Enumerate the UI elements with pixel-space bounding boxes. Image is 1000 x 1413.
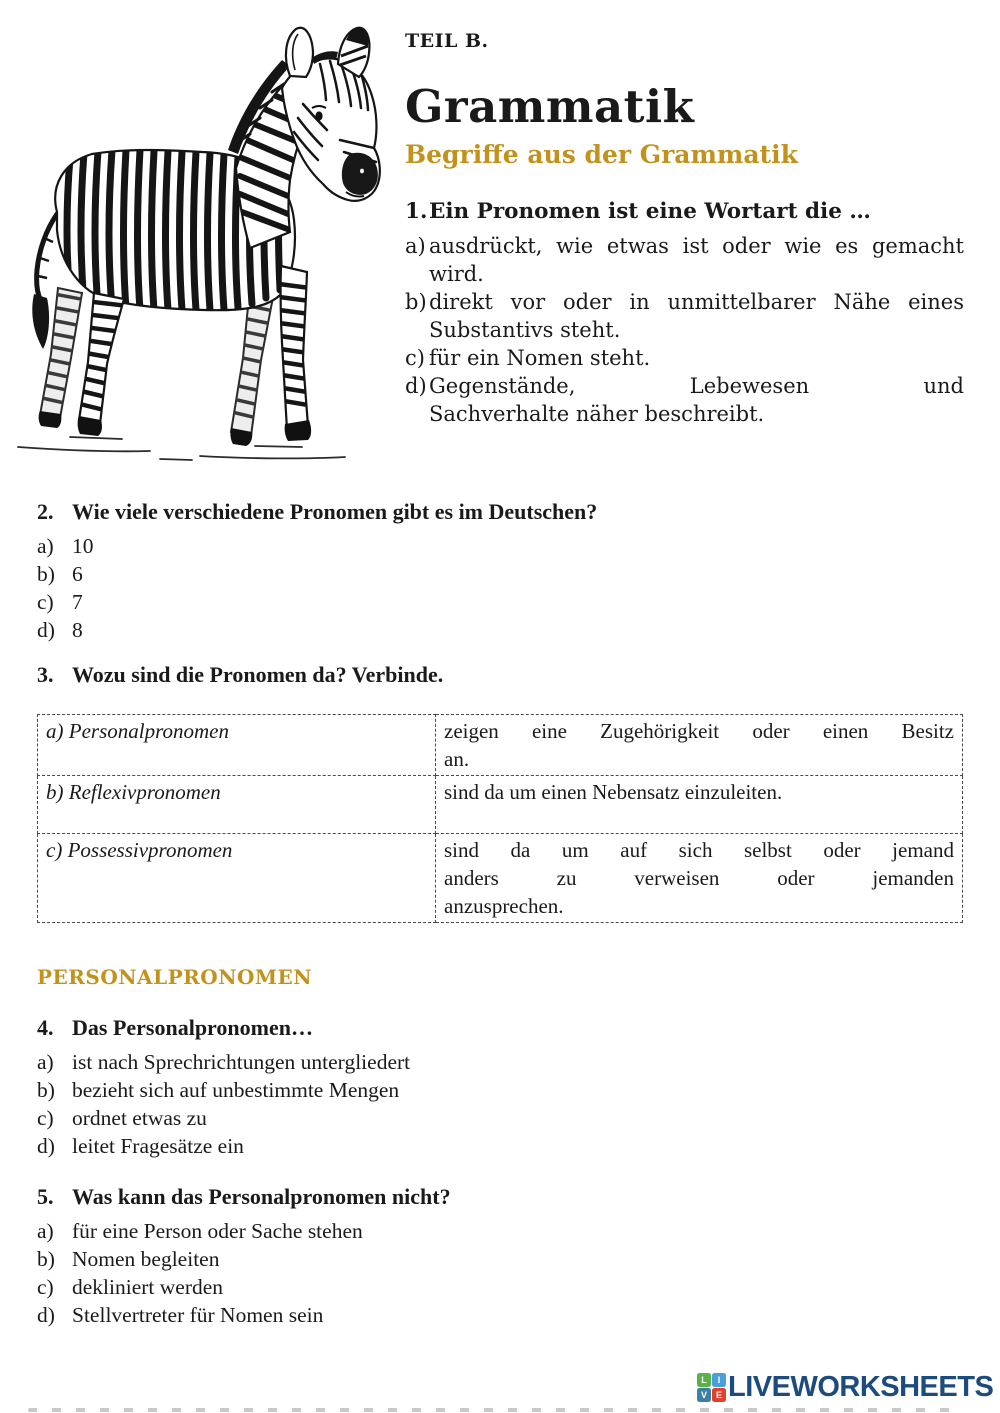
option-text: bezieht sich auf unbestimmte Mengen bbox=[72, 1078, 400, 1102]
question-text: Was kann das Personalpronomen nicht? bbox=[72, 1184, 451, 1209]
option-text: 6 bbox=[72, 562, 83, 586]
question-4 bbox=[37, 1014, 967, 1160]
question-5-heading bbox=[37, 1183, 967, 1211]
question-1 bbox=[405, 198, 964, 428]
section-heading: PERSONALPRONOMEN bbox=[37, 965, 313, 989]
option-b[interactable] bbox=[37, 1245, 967, 1273]
matching-table bbox=[37, 714, 963, 923]
option-letter: c) bbox=[37, 1275, 54, 1299]
cell-text-line: anders zu verweisen oder jemanden bbox=[444, 866, 954, 890]
option-letter: d) bbox=[37, 618, 55, 642]
cut-off-text-strip bbox=[28, 1408, 960, 1412]
option-text-line: Substantivs steht. bbox=[429, 318, 621, 342]
option-letter: a) bbox=[37, 1219, 54, 1243]
option-d[interactable] bbox=[37, 1132, 967, 1160]
table-cell-right[interactable] bbox=[436, 776, 963, 834]
question-3-heading bbox=[37, 661, 967, 689]
question-text: Ein Pronomen ist eine Wortart die … bbox=[429, 199, 871, 224]
question-2-heading bbox=[37, 498, 967, 526]
question-number: 5. bbox=[37, 1184, 54, 1209]
option-letter: b) bbox=[37, 1247, 55, 1271]
option-c[interactable] bbox=[37, 1273, 967, 1301]
question-2-options bbox=[37, 532, 967, 644]
option-letter: b) bbox=[405, 290, 427, 314]
option-b[interactable] bbox=[405, 288, 964, 344]
question-2 bbox=[37, 498, 967, 644]
option-text: dekliniert werden bbox=[72, 1275, 224, 1299]
option-text bbox=[429, 344, 964, 372]
table-row bbox=[38, 776, 963, 834]
page-subtitle: Begriffe aus der Grammatik bbox=[405, 140, 798, 169]
option-text-line: wird. bbox=[429, 262, 484, 286]
option-letter: a) bbox=[37, 1050, 54, 1074]
question-1-heading bbox=[405, 198, 964, 226]
zebra-illustration bbox=[0, 0, 400, 470]
cell-text-line: sind da um einen Nebensatz einzuleiten. bbox=[444, 780, 783, 804]
option-letter: a) bbox=[37, 534, 54, 558]
question-3-heading-block bbox=[37, 661, 967, 689]
question-text: Das Personalpronomen… bbox=[72, 1015, 313, 1040]
option-c[interactable] bbox=[405, 344, 964, 372]
logo-square-i: I bbox=[712, 1373, 726, 1387]
option-text: Nomen begleiten bbox=[72, 1247, 220, 1271]
cell-text-line: an. bbox=[444, 747, 470, 771]
option-text: 7 bbox=[72, 590, 83, 614]
option-d[interactable] bbox=[405, 372, 964, 428]
option-letter: c) bbox=[37, 590, 54, 614]
option-text: ordnet etwas zu bbox=[72, 1106, 207, 1130]
question-number: 3. bbox=[37, 662, 54, 687]
option-letter: a) bbox=[405, 234, 426, 258]
liveworksheets-logo[interactable] bbox=[697, 1372, 993, 1402]
option-b[interactable] bbox=[37, 560, 967, 588]
liveworksheets-logo-icon bbox=[697, 1373, 726, 1402]
option-text-line: Gegenstände, Lebewesen und bbox=[429, 374, 964, 398]
cell-text-line: sind da um auf sich selbst oder jemand bbox=[444, 838, 954, 862]
table-cell-left[interactable]: c) Possessivpronomen bbox=[38, 834, 436, 923]
option-a[interactable] bbox=[37, 1217, 967, 1245]
option-d[interactable] bbox=[37, 616, 967, 644]
question-text: Wozu sind die Pronomen da? Verbinde. bbox=[72, 662, 444, 687]
option-text: für eine Person oder Sache stehen bbox=[72, 1219, 363, 1243]
question-5 bbox=[37, 1183, 967, 1329]
option-b[interactable] bbox=[37, 1076, 967, 1104]
part-label: TEIL B. bbox=[405, 30, 489, 52]
page-title: Grammatik bbox=[405, 80, 695, 133]
logo-square-v: V bbox=[697, 1388, 711, 1402]
liveworksheets-logo-text: LIVEWORKSHEETS bbox=[728, 1371, 994, 1403]
option-text-line: direkt vor oder in unmittelbarer Nähe eines bbox=[429, 290, 964, 314]
question-4-options bbox=[37, 1048, 967, 1160]
option-a[interactable] bbox=[37, 1048, 967, 1076]
table-row bbox=[38, 834, 963, 923]
option-a[interactable] bbox=[37, 532, 967, 560]
option-text: Stellvertreter für Nomen sein bbox=[72, 1303, 324, 1327]
option-letter: b) bbox=[37, 562, 55, 586]
question-number: 2. bbox=[37, 499, 54, 524]
logo-square-l: L bbox=[697, 1373, 711, 1387]
option-text: leitet Fragesätze ein bbox=[72, 1134, 244, 1158]
option-letter: d) bbox=[37, 1134, 55, 1158]
question-1-options bbox=[405, 232, 964, 428]
question-5-options bbox=[37, 1217, 967, 1329]
table-cell-left[interactable]: b) Reflexivpronomen bbox=[38, 776, 436, 834]
option-text: 10 bbox=[72, 534, 94, 558]
table-cell-left[interactable]: a) Personalpronomen bbox=[38, 715, 436, 776]
option-text: 8 bbox=[72, 618, 83, 642]
option-letter: c) bbox=[405, 346, 425, 370]
question-number: 1. bbox=[405, 199, 428, 224]
question-text: Wie viele verschiedene Pronomen gibt es im Deutschen? bbox=[72, 499, 598, 524]
logo-square-e: E bbox=[712, 1388, 726, 1402]
option-text bbox=[429, 232, 964, 288]
table-cell-right[interactable] bbox=[436, 834, 963, 923]
option-text: ist nach Sprechrichtungen untergliedert bbox=[72, 1050, 411, 1074]
table-row bbox=[38, 715, 963, 776]
option-letter: c) bbox=[37, 1106, 54, 1130]
option-text bbox=[429, 372, 964, 428]
option-a[interactable] bbox=[405, 232, 964, 288]
option-letter: b) bbox=[37, 1078, 55, 1102]
option-text bbox=[429, 288, 964, 344]
header bbox=[405, 30, 965, 169]
option-c[interactable] bbox=[37, 1104, 967, 1132]
option-d[interactable] bbox=[37, 1301, 967, 1329]
option-c[interactable] bbox=[37, 588, 967, 616]
option-text-line: ausdrückt, wie etwas ist oder wie es gemacht bbox=[429, 234, 964, 258]
question-number: 4. bbox=[37, 1015, 54, 1040]
option-letter: d) bbox=[405, 374, 427, 398]
option-letter: d) bbox=[37, 1303, 55, 1327]
cell-text-line: zeigen eine Zugehörigkeit oder einen Besitz bbox=[444, 719, 954, 743]
table-cell-right[interactable] bbox=[436, 715, 963, 776]
cell-text-line: anzusprechen. bbox=[444, 894, 564, 918]
option-text-line: für ein Nomen steht. bbox=[429, 346, 651, 370]
question-4-heading bbox=[37, 1014, 967, 1042]
option-text-line: Sachverhalte näher beschreibt. bbox=[429, 402, 765, 426]
